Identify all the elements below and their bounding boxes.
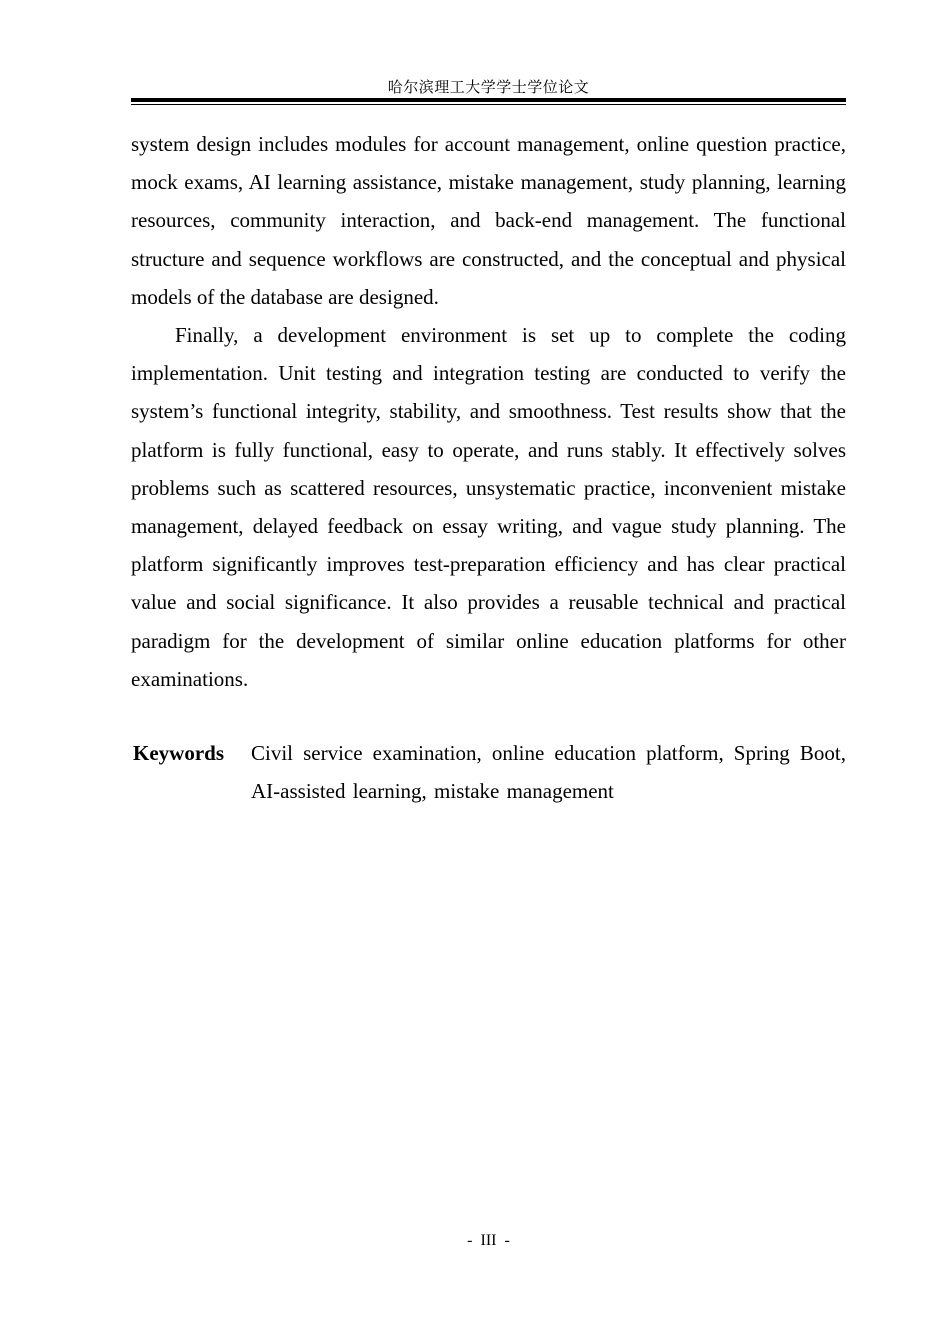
abstract-paragraph-continued: system design includes modules for account management, online question practice, mock exams, AI learning assistance, mistake management, study planning, learning resources, community interaction, and back-end management. The functional structure and sequence workflows are constructed, and the conceptual and physical models of the database are designed. xyxy=(131,132,846,309)
page-header-title: 哈尔滨理工大学学士学位论文 xyxy=(387,80,590,96)
abstract-paragraph-finally: Finally, a development environment is set up to complete the coding implementation. Unit testing and integration testing are conducted to verify the system’s functional integrity, stability, and smoothness. Test results show that the platform is fully functional, easy to operate, and runs stably. It effectively solves problems such as scattered resources, unsystematic practice, inconvenient mistake management, delayed feedback on essay writing, and vague study planning. The platform significantly improves test-preparation efficiency and has clear practical value and social significance. It also provides a reusable technical and practical paradigm for the development of similar online education platforms for other examinations. xyxy=(131,323,846,691)
header-rule-thick xyxy=(131,98,846,102)
page-number: - III - xyxy=(467,1232,510,1249)
header-rule-thin xyxy=(131,104,846,105)
keywords-list: Civil service examination, online education platform, Spring Boot, AI-assisted learning, mistake management xyxy=(251,741,846,804)
keywords-label: Keywords xyxy=(133,741,224,765)
abstract-body xyxy=(131,125,846,698)
keywords-section xyxy=(131,734,846,810)
